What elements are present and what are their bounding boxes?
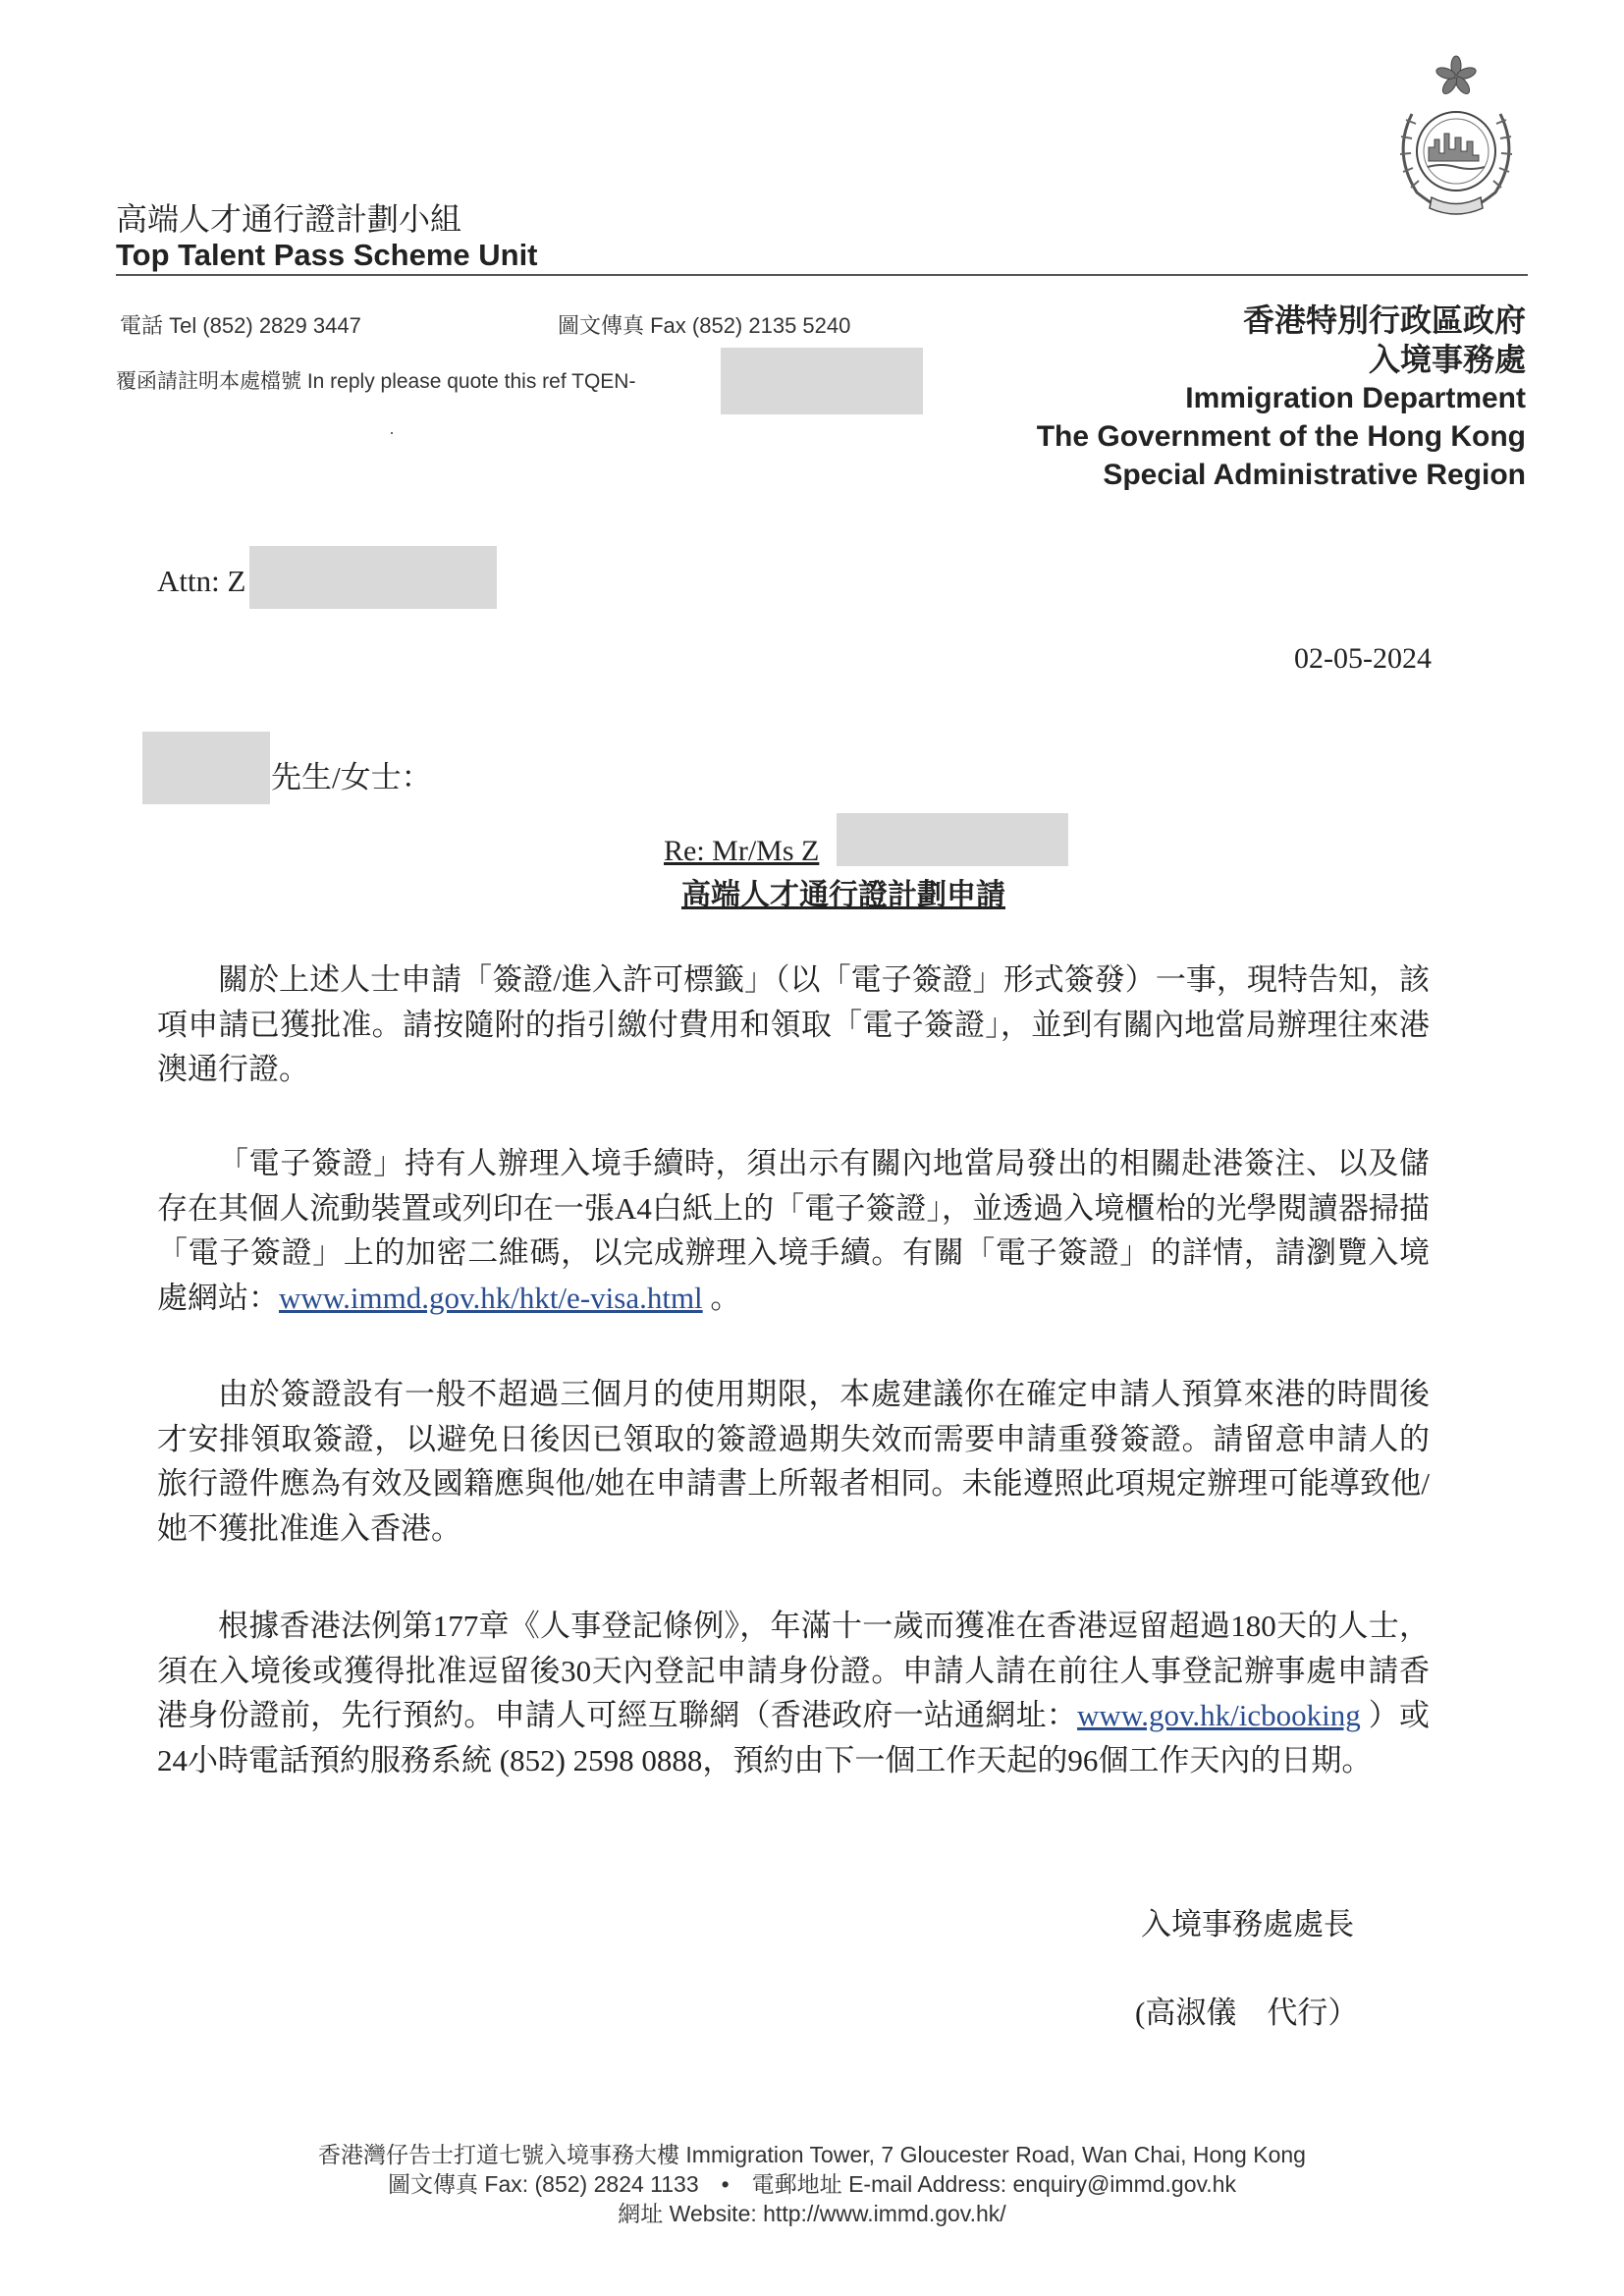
letter-date: 02-05-2024: [1294, 642, 1432, 675]
reference-number: 覆函請註明本處檔號 In reply please quote this ref TQEN-: [116, 370, 636, 393]
footer-website: 網址 Website: http://www.immd.gov.hk/: [618, 2201, 1006, 2226]
paragraph-e-visa-end: 。: [702, 1280, 741, 1315]
paragraph-e-visa: [157, 1141, 1430, 1320]
telephone-number: 電話 Tel (852) 2829 3447: [120, 313, 361, 338]
salutation: 先生/女士：: [271, 760, 432, 794]
department-name-chinese: 入境事務處: [1368, 342, 1526, 377]
letter-subject: 高端人才通行證計劃申請: [681, 879, 1005, 911]
paragraph-approval: 關於上述人士申請「簽證/進入許可標籤」（以「電子簽證」形式簽發）一事，現特告知，該項申請已獲批准。請按隨附的指引繳付費用和領取「電子簽證」，並到有關內地當局辦理往來港澳通行證。: [157, 962, 1430, 1086]
immigration-department-emblem-icon: [1382, 55, 1530, 220]
footer-fax-email: 圖文傳真 Fax: (852) 2824 1133 • 電郵地址 E-mail Address: enquiry@immd.gov.hk: [388, 2171, 1236, 2197]
unit-name-chinese: 高端人才通行證計劃小組: [116, 201, 462, 237]
stray-dot: [391, 432, 393, 434]
paragraph-registration-end: ）或24小時電話預約服務系統 (852) 2598 0888，預約由下一個工作天起的96個工作天內的日期。: [157, 1698, 1431, 1777]
unit-name-english: Top Talent Pass Scheme Unit: [116, 238, 538, 272]
paragraph-registration: [157, 1604, 1430, 1782]
attention-redaction: [249, 546, 497, 609]
re-redaction: [837, 813, 1068, 866]
e-visa-link[interactable]: www.immd.gov.hk/hkt/e-visa.html: [279, 1280, 703, 1315]
fax-number: 圖文傳真 Fax (852) 2135 5240: [558, 313, 851, 338]
attention-line: Attn: Z: [157, 564, 246, 598]
header-divider: [116, 274, 1528, 276]
government-name-chinese: 香港特別行政區政府: [1242, 302, 1526, 338]
paragraph-validity: 由於簽證設有一般不超過三個月的使用期限，本處建議你在確定申請人預算來港的時間後才安排領取簽證，以避免日後因已領取的簽證過期失效而需要申請重發簽證。請留意申請人的旅行證件應為有效及國籍應與他/她在申請書上所報者相同。未能遵照此項規定辦理可能導致他/她不獲批准進入香港。: [157, 1377, 1430, 1546]
footer-address: 香港灣仔告士打道七號入境事務大樓 Immigration Tower, 7 Gloucester Road, Wan Chai, Hong Kong: [318, 2142, 1306, 2167]
government-name-english-line1: The Government of the Hong Kong: [1036, 420, 1526, 453]
government-name-english-line2: Special Administrative Region: [1103, 459, 1526, 491]
paragraph-e-visa-text: 「電子簽證」持有人辦理入境手續時，須出示有關內地當局發出的相關赴港簽注、以及儲存在其個人流動裝置或列印在一張A4白紙上的「電子簽證」，並透過入境櫃枱的光學閱讀器掃描「電子簽證」上的加密二維碼，以完成辦理入境手續。有關「電子簽證」的詳情，請瀏覽入境處網站：: [157, 1146, 1430, 1315]
department-name-english: Immigration Department: [1185, 382, 1526, 414]
department-block: [1037, 301, 1526, 494]
paragraph-registration-text: 根據香港法例第177章《人事登記條例》，年滿十一歲而獲准在香港逗留超過180天的人士，須在入境後或獲得批准逗留後30天內登記申請身份證。申請人請在前往人事登記辦事處申請香港身份證前，先行預約。申請人可經互聯網（香港政府一站通網址：: [157, 1609, 1430, 1732]
signature-title: 入境事務處處長: [1141, 1907, 1354, 1941]
reference-redaction: [721, 348, 923, 414]
signature-name: (高淑儀 代行）: [1135, 1995, 1359, 2030]
salutation-redaction: [142, 732, 270, 804]
icbooking-link[interactable]: www.gov.hk/icbooking: [1077, 1698, 1361, 1732]
re-line: Re: Mr/Ms Z: [664, 835, 820, 867]
